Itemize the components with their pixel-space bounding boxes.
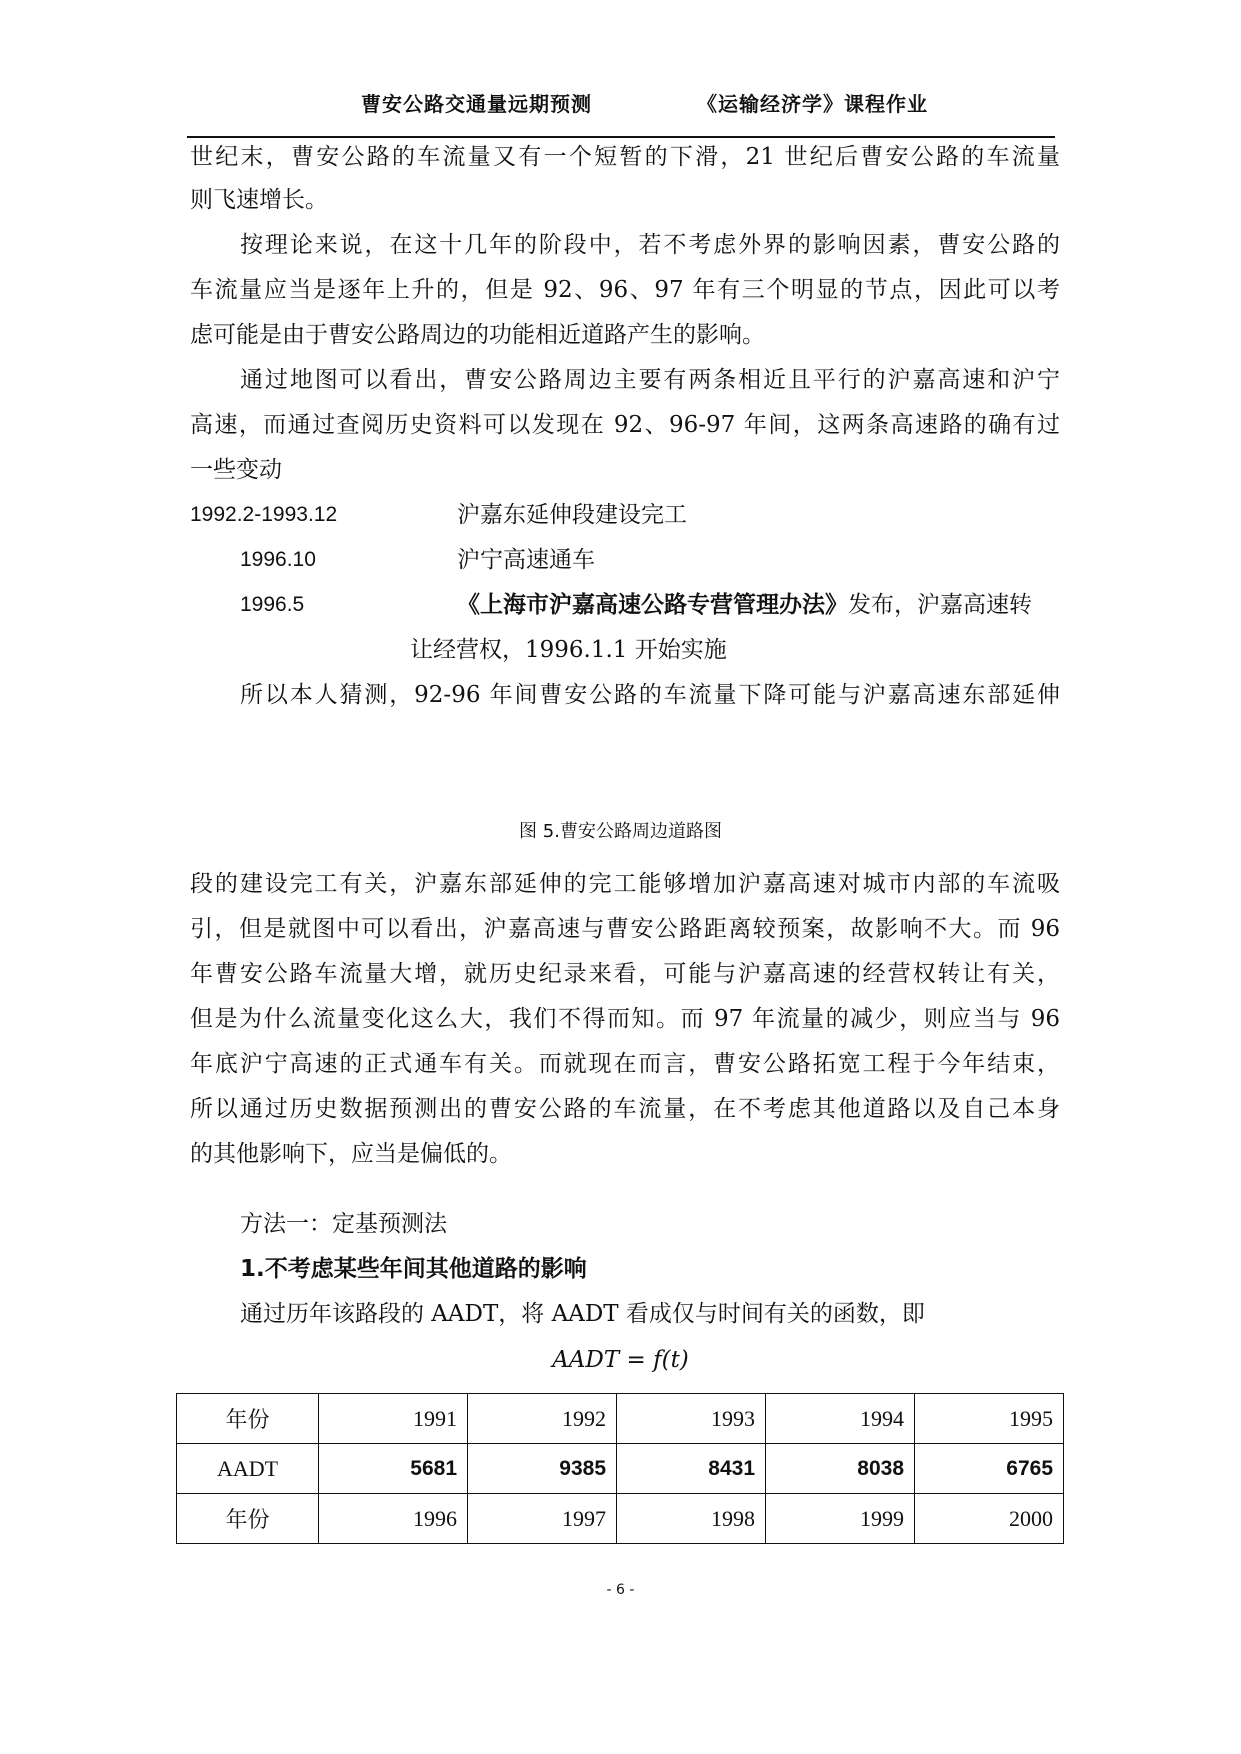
table-cell: 1996 [319, 1494, 468, 1544]
body-line: 所以本人猜测，92-96 年间曹安公路的车流量下降可能与沪嘉高速东部延伸 [240, 682, 1060, 708]
table-row-header: 年份 [177, 1394, 319, 1444]
section-heading: 1.不考虑某些年间其他道路的影响 [240, 1256, 587, 1282]
event-date: 1996.10 [240, 548, 316, 571]
page-header [187, 84, 1055, 138]
event-text: 发布，沪嘉高速转 [848, 592, 1032, 618]
body-line: 年底沪宁高速的正式通车有关。而就现在而言，曹安公路拓宽工程于今年结束， [190, 1051, 1060, 1077]
body-line: 通过地图可以看出，曹安公路周边主要有两条相近且平行的沪嘉高速和沪宁 [240, 367, 1060, 393]
table-row [177, 1394, 1064, 1444]
intro-line: 通过历年该路段的 AADT，将 AADT 看成仅与时间有关的函数，即 [240, 1301, 925, 1327]
table-cell: 1998 [617, 1494, 766, 1544]
body-line: 引，但是就图中可以看出，沪嘉高速与曹安公路距离较预案，故影响不大。而 96 [190, 916, 1060, 942]
event-date: 1996.5 [240, 593, 305, 616]
body-line: 高速，而通过查阅历史资料可以发现在 92、96-97 年间，这两条高速路的确有过 [190, 412, 1060, 438]
event-date: 1992.2-1993.12 [190, 503, 338, 526]
table-cell: 1997 [468, 1494, 617, 1544]
formula: AADT = f(t) [552, 1347, 689, 1373]
table-cell: 8038 [766, 1444, 915, 1494]
body-line: 车流量应当是逐年上升的，但是 92、96、97 年有三个明显的节点，因此可以考 [190, 277, 1060, 303]
page-number: - 6 - [606, 1582, 635, 1598]
body-line: 按理论来说，在这十几年的阶段中，若不考虑外界的影响因素，曹安公路的 [240, 232, 1060, 258]
event-text: 沪宁高速通车 [457, 547, 595, 573]
table-cell: 1993 [617, 1394, 766, 1444]
body-line: 虑可能是由于曹安公路周边的功能相近道路产生的影响。 [190, 322, 765, 348]
aadt-table [176, 1393, 1064, 1544]
table-cell: 8431 [617, 1444, 766, 1494]
body-line: 段的建设完工有关，沪嘉东部延伸的完工能够增加沪嘉高速对城市内部的车流吸 [190, 871, 1060, 897]
table-cell: 6765 [915, 1444, 1064, 1494]
table-row-header: 年份 [177, 1494, 319, 1544]
table-cell: 9385 [468, 1444, 617, 1494]
table-cell: 1995 [915, 1394, 1064, 1444]
event-text: 沪嘉东延伸段建设完工 [457, 502, 687, 528]
body-line: 的其他影响下，应当是偏低的。 [190, 1141, 512, 1167]
table-cell: 1999 [766, 1494, 915, 1544]
table-cell: 2000 [915, 1494, 1064, 1544]
event-text-line [457, 589, 1032, 621]
table-row [177, 1444, 1064, 1494]
body-line: 所以通过历史数据预测出的曹安公路的车流量，在不考虑其他道路以及自己本身 [190, 1096, 1060, 1122]
body-line: 世纪末，曹安公路的车流量又有一个短暂的下滑，21 世纪后曹安公路的车流量 [190, 144, 1060, 170]
method-line: 方法一：定基预测法 [240, 1211, 447, 1237]
regulation-title: 《上海市沪嘉高速公路专营管理办法》 [457, 591, 848, 618]
event-text-continued: 让经营权，1996.1.1 开始实施 [410, 637, 727, 663]
table-row-header: AADT [177, 1444, 319, 1494]
figure-caption: 图 5.曹安公路周边道路图 [519, 821, 722, 842]
body-line: 则飞速增长。 [190, 187, 328, 213]
table-cell: 1992 [468, 1394, 617, 1444]
body-line: 一些变动 [190, 457, 282, 483]
table-row [177, 1494, 1064, 1544]
table-cell: 1991 [319, 1394, 468, 1444]
header-title-right: 《运输经济学》课程作业 [697, 92, 928, 116]
body-line: 但是为什么流量变化这么大，我们不得而知。而 97 年流量的减少，则应当与 96 [190, 1006, 1060, 1032]
header-title-left: 曹安公路交通量远期预测 [361, 92, 592, 116]
body-line: 年曹安公路车流量大增，就历史纪录来看，可能与沪嘉高速的经营权转让有关， [190, 961, 1060, 987]
table-cell: 5681 [319, 1444, 468, 1494]
table-cell: 1994 [766, 1394, 915, 1444]
